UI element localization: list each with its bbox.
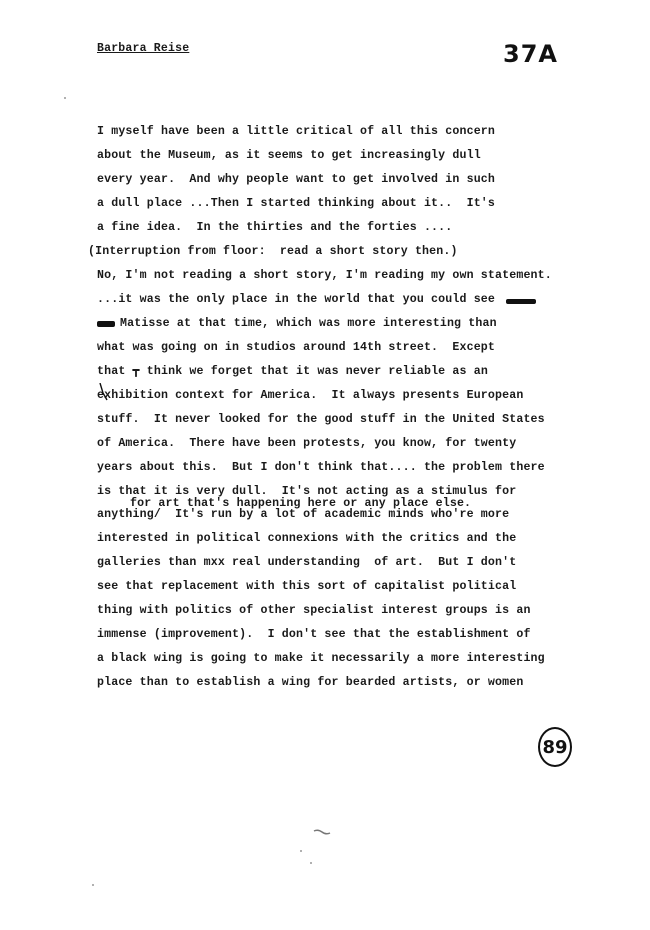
text-line: place than to establish a wing for bearded artists, or women <box>97 676 524 689</box>
text-line: No, I'm not reading a short story, I'm reading my own statement. <box>97 269 552 282</box>
text-line: what was going on in studios around 14th street. Except <box>97 341 496 354</box>
text-line: (Ιnterruption from floor: read a short story then.) <box>88 245 458 258</box>
text-line: see that replacement with this sort of capitalist political <box>97 580 517 593</box>
paper-speck <box>300 850 302 852</box>
text-line: a dull place ...Then I started thinking about it.. It's <box>97 197 496 210</box>
text-line: is that it is very dull. It's not acting as a stimulus for <box>97 485 517 498</box>
text-line: a black wing is going to make it necessarily a more interesting <box>97 652 545 665</box>
page-number: 37A <box>503 40 558 68</box>
interlinear-insertion: for art that's happening here or any place else. <box>130 497 472 510</box>
text-line: I myself have been a little critical of all this concern <box>97 125 496 138</box>
text-line: years about this. But I don't think that.... the problem there <box>97 461 545 474</box>
text-line: thing with politics of other specialist interest groups is an <box>97 604 531 617</box>
text-line: exhibition context for America. It always presents European <box>97 389 524 402</box>
text-line: about the Museum, as it seems to get increasingly dull <box>97 149 481 162</box>
text-line: galleries than mxx real understanding of art. But I don't <box>97 556 517 569</box>
paper-speck <box>310 862 312 864</box>
text-line: Matisse at that time, which was more interesting than <box>120 317 497 330</box>
redaction-mark <box>97 321 115 327</box>
text-line: stuff. It never looked for the good stuff in the United States <box>97 413 545 426</box>
text-line: that ┳ think we forget that it was never reliable as an <box>97 365 488 378</box>
text-line: a fine idea. In the thirties and the forties .... <box>97 221 453 234</box>
paper-speck <box>92 884 94 886</box>
author-name: Barbara Reise <box>97 42 190 55</box>
text-line: interested in political connexions with the critics and the <box>97 532 517 545</box>
text-line: anything/ It's run by a lot of academic minds who're more <box>97 508 510 521</box>
text-line: every year. And why people want to get involved in such <box>97 173 496 186</box>
text-line: immense (improvement). I don't see that the establishment of <box>97 628 531 641</box>
text-line: ...it was the only place in the world that you could see <box>97 293 496 306</box>
paper-speck <box>64 97 66 99</box>
redaction-mark <box>506 299 536 304</box>
ink-smudge-icon <box>312 828 332 836</box>
circled-page-number: 89 <box>538 727 572 767</box>
text-line: of America. There have been protests, you know, for twenty <box>97 437 517 450</box>
handwritten-caret-mark-icon <box>99 383 109 401</box>
